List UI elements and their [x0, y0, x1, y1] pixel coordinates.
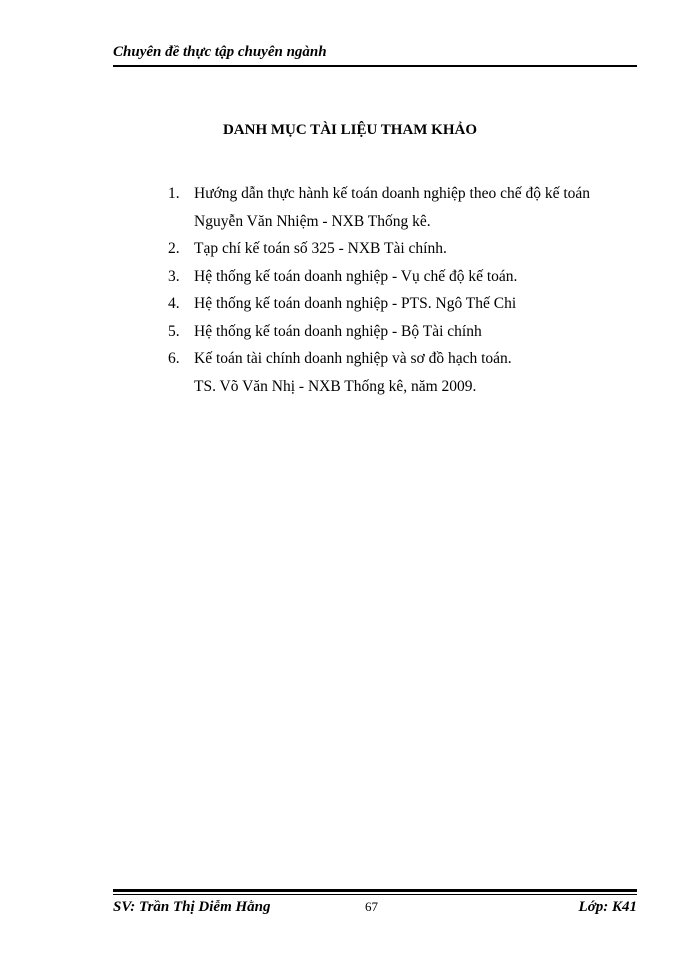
reference-text: Tạp chí kế toán số 325 - NXB Tài chính.	[194, 240, 447, 257]
footer-divider-thin	[113, 894, 637, 895]
reference-text: Hệ thống kế toán doanh nghiệp - Vụ chế độ kế toán.	[194, 267, 518, 285]
reference-item	[168, 290, 590, 318]
footer-page-number: 67	[365, 899, 378, 914]
page-header-title: Chuyên đề thực tập chuyên ngành	[113, 44, 327, 60]
reference-number: 1.	[168, 185, 180, 202]
reference-text-continued: Nguyễn Văn Nhiệm - NXB Thống kê.	[194, 212, 431, 230]
reference-text: Kế toán tài chính doanh nghiệp và sơ đồ hạch toán.	[194, 350, 512, 367]
header-divider	[113, 65, 637, 67]
reference-number: 6.	[168, 350, 180, 367]
footer-student-name: SV: Trần Thị Diễm Hằng	[113, 899, 271, 915]
page-title: DANH MỤC TÀI LIỆU THAM KHẢO	[222, 122, 478, 138]
reference-number: 2.	[168, 240, 180, 257]
reference-item	[168, 318, 590, 346]
reference-list	[168, 180, 590, 400]
reference-text: Hệ thống kế toán doanh nghiệp - PTS. Ngô Thế Chi	[194, 295, 517, 312]
footer-divider-thick	[113, 889, 637, 892]
reference-text: Hướng dẫn thực hành kế toán doanh nghiệp theo chế độ kế toán	[194, 185, 591, 202]
reference-item	[168, 180, 590, 235]
reference-item	[168, 345, 590, 400]
reference-number: 3.	[168, 267, 180, 285]
reference-item	[168, 235, 590, 263]
reference-text: Hệ thống kế toán doanh nghiệp - Bộ Tài chính	[194, 322, 482, 340]
reference-item	[168, 263, 590, 291]
reference-number: 4.	[168, 295, 180, 312]
footer-class-label: Lớp: K41	[578, 899, 637, 915]
reference-number: 5.	[168, 322, 180, 340]
reference-text-continued: TS. Võ Văn Nhị - NXB Thống kê, năm 2009.	[194, 377, 477, 395]
